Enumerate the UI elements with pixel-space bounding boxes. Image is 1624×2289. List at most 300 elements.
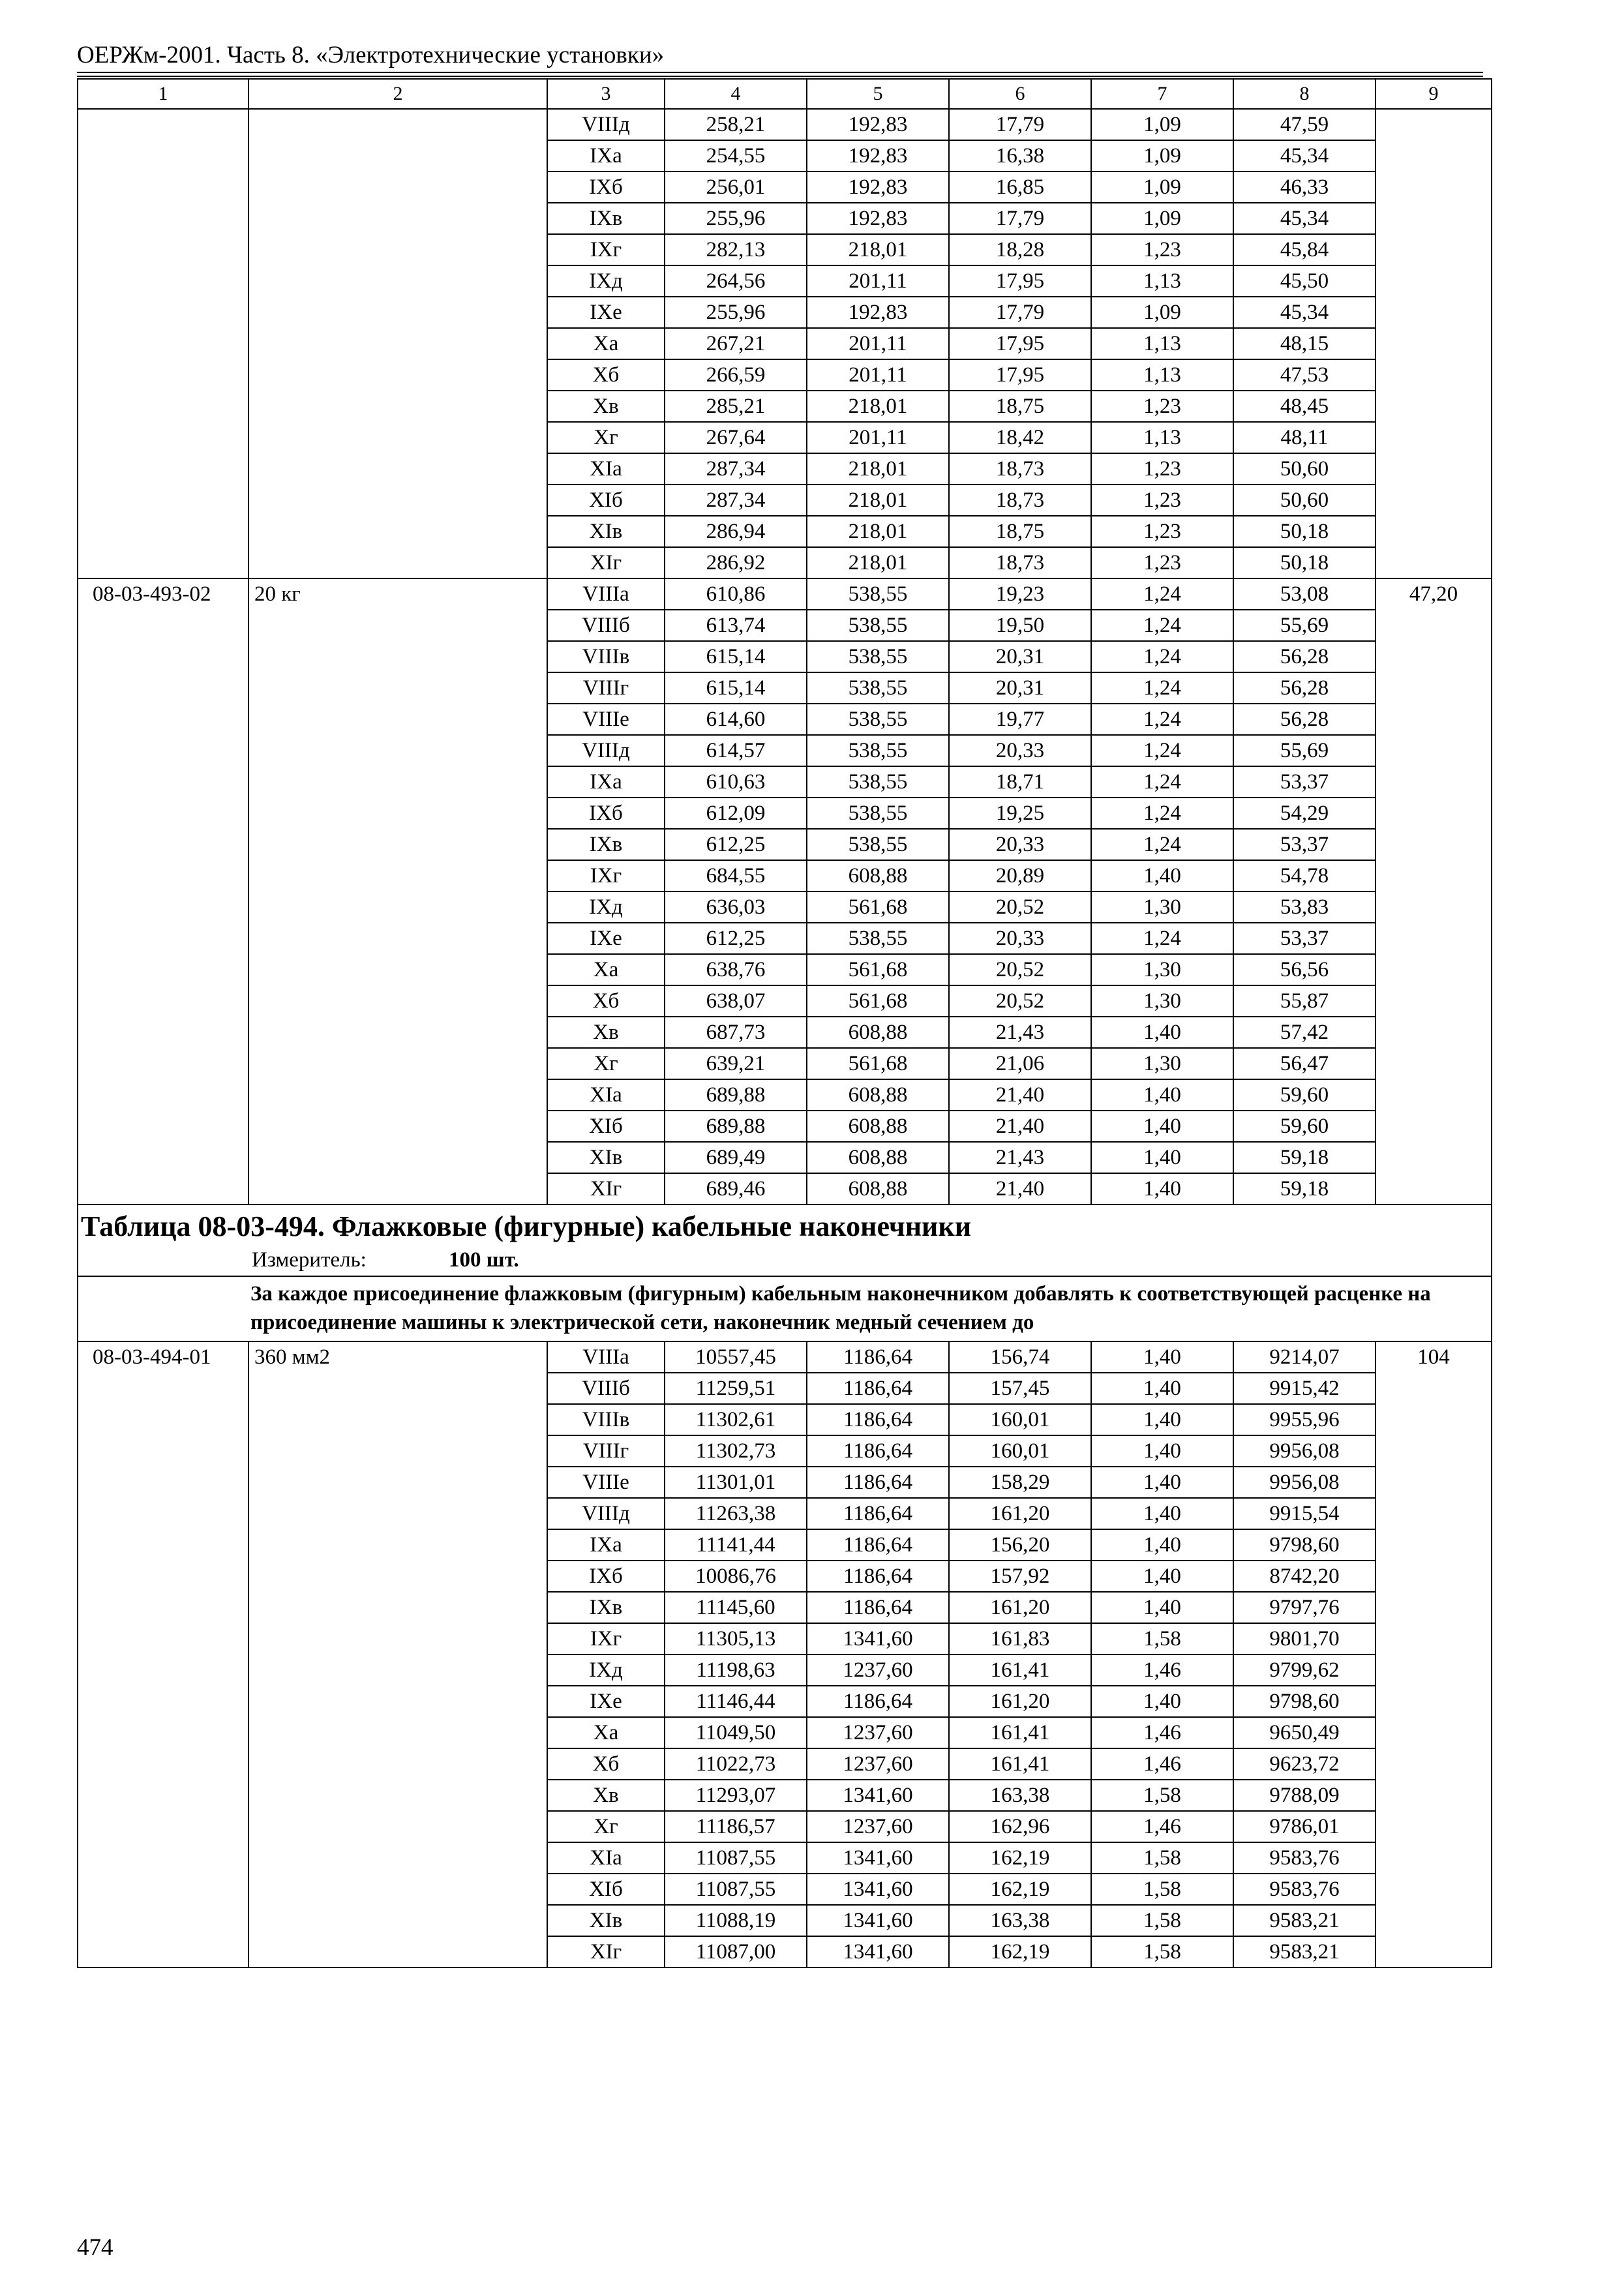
value-cell: 161,83: [949, 1623, 1091, 1654]
category-cell: XIг: [547, 1173, 665, 1204]
value-cell: 201,11: [807, 265, 949, 297]
value-cell: 689,49: [665, 1142, 807, 1173]
value-cell: 285,21: [665, 391, 807, 422]
col9-cell: [1376, 109, 1492, 578]
value-cell: 11022,73: [665, 1748, 807, 1780]
value-cell: 608,88: [807, 1142, 949, 1173]
value-cell: 1,40: [1091, 1435, 1233, 1467]
value-cell: 55,69: [1233, 735, 1376, 766]
value-cell: 11302,61: [665, 1404, 807, 1435]
value-cell: 610,86: [665, 578, 807, 610]
table-title-cell: [78, 1204, 1492, 1276]
note-text: За каждое присоединение флажковым (фигурным) кабельным наконечником добавлять к соответствующей расценке на присоединение машины к электрической сети, наконечник медный сечением до: [250, 1282, 1431, 1334]
value-cell: 59,60: [1233, 1111, 1376, 1142]
value-cell: 201,11: [807, 328, 949, 359]
value-cell: 162,19: [949, 1842, 1091, 1874]
note-cell: [78, 1276, 1492, 1341]
value-cell: 1237,60: [807, 1811, 949, 1842]
value-cell: 53,08: [1233, 578, 1376, 610]
category-cell: VIIIг: [547, 672, 665, 704]
value-cell: 11088,19: [665, 1905, 807, 1936]
value-cell: 47,59: [1233, 109, 1376, 140]
value-cell: 1,40: [1091, 1592, 1233, 1623]
value-cell: 1,40: [1091, 1467, 1233, 1498]
value-cell: 1186,64: [807, 1435, 949, 1467]
value-cell: 11263,38: [665, 1498, 807, 1529]
rate-row: [78, 1341, 1492, 1373]
value-cell: 1,46: [1091, 1748, 1233, 1780]
value-cell: 11198,63: [665, 1654, 807, 1686]
value-cell: 1186,64: [807, 1592, 949, 1623]
value-cell: 47,53: [1233, 359, 1376, 391]
value-cell: 1186,64: [807, 1373, 949, 1404]
value-cell: 9799,62: [1233, 1654, 1376, 1686]
value-cell: 1,46: [1091, 1811, 1233, 1842]
value-cell: 689,46: [665, 1173, 807, 1204]
value-cell: 218,01: [807, 453, 949, 485]
value-cell: 162,96: [949, 1811, 1091, 1842]
value-cell: 1,40: [1091, 1341, 1233, 1373]
meter-value: 100 шт.: [449, 1248, 519, 1272]
category-cell: XIв: [547, 1142, 665, 1173]
value-cell: 256,01: [665, 172, 807, 203]
value-cell: 160,01: [949, 1404, 1091, 1435]
category-cell: VIIIа: [547, 1341, 665, 1373]
value-cell: 48,15: [1233, 328, 1376, 359]
value-cell: 1,58: [1091, 1780, 1233, 1811]
value-cell: 608,88: [807, 860, 949, 891]
value-cell: 561,68: [807, 1048, 949, 1079]
value-cell: 9583,76: [1233, 1874, 1376, 1905]
category-cell: IXг: [547, 234, 665, 265]
value-cell: 613,74: [665, 610, 807, 641]
value-cell: 9956,08: [1233, 1435, 1376, 1467]
value-cell: 1,40: [1091, 860, 1233, 891]
value-cell: 538,55: [807, 829, 949, 860]
value-cell: 608,88: [807, 1017, 949, 1048]
rate-row: [78, 109, 1492, 140]
value-cell: 45,84: [1233, 234, 1376, 265]
value-cell: 45,34: [1233, 297, 1376, 328]
value-cell: 1,46: [1091, 1717, 1233, 1748]
value-cell: 20,33: [949, 735, 1091, 766]
value-cell: 689,88: [665, 1079, 807, 1111]
value-cell: 11293,07: [665, 1780, 807, 1811]
value-cell: 50,18: [1233, 516, 1376, 547]
category-cell: IXд: [547, 265, 665, 297]
value-cell: 157,45: [949, 1373, 1091, 1404]
value-cell: 538,55: [807, 578, 949, 610]
value-cell: 1,40: [1091, 1529, 1233, 1561]
value-cell: 9955,96: [1233, 1404, 1376, 1435]
category-cell: Xа: [547, 1717, 665, 1748]
value-cell: 282,13: [665, 234, 807, 265]
value-cell: 45,34: [1233, 140, 1376, 172]
header-rule-double: [77, 76, 1483, 77]
value-cell: 59,18: [1233, 1173, 1376, 1204]
value-cell: 9915,42: [1233, 1373, 1376, 1404]
value-cell: 9798,60: [1233, 1529, 1376, 1561]
value-cell: 1,24: [1091, 672, 1233, 704]
value-cell: 56,47: [1233, 1048, 1376, 1079]
value-cell: 1,24: [1091, 829, 1233, 860]
value-cell: 20,31: [949, 672, 1091, 704]
value-cell: 1,13: [1091, 422, 1233, 453]
value-cell: 1341,60: [807, 1623, 949, 1654]
category-cell: IXг: [547, 1623, 665, 1654]
value-cell: 56,28: [1233, 704, 1376, 735]
value-cell: 17,79: [949, 297, 1091, 328]
value-cell: 538,55: [807, 766, 949, 798]
category-cell: XIа: [547, 1079, 665, 1111]
value-cell: 11087,55: [665, 1842, 807, 1874]
value-cell: 11087,00: [665, 1936, 807, 1967]
value-cell: 1,40: [1091, 1561, 1233, 1592]
value-cell: 1,40: [1091, 1686, 1233, 1717]
value-cell: 639,21: [665, 1048, 807, 1079]
category-cell: VIIIв: [547, 1404, 665, 1435]
value-cell: 16,38: [949, 140, 1091, 172]
category-cell: IXе: [547, 297, 665, 328]
value-cell: 538,55: [807, 923, 949, 954]
value-cell: 11305,13: [665, 1623, 807, 1654]
value-cell: 163,38: [949, 1905, 1091, 1936]
value-cell: 1,58: [1091, 1936, 1233, 1967]
value-cell: 56,56: [1233, 954, 1376, 985]
category-cell: VIIIд: [547, 1498, 665, 1529]
value-cell: 20,33: [949, 923, 1091, 954]
category-cell: Xб: [547, 359, 665, 391]
value-cell: 638,76: [665, 954, 807, 985]
category-cell: XIа: [547, 453, 665, 485]
value-cell: 21,40: [949, 1079, 1091, 1111]
page-number: 474: [77, 2234, 113, 2261]
value-cell: 1,40: [1091, 1017, 1233, 1048]
value-cell: 561,68: [807, 985, 949, 1017]
category-cell: IXг: [547, 860, 665, 891]
note-row: [78, 1276, 1492, 1341]
value-cell: 20,52: [949, 891, 1091, 923]
value-cell: 54,29: [1233, 798, 1376, 829]
value-cell: 561,68: [807, 891, 949, 923]
value-cell: 1186,64: [807, 1498, 949, 1529]
value-cell: 21,40: [949, 1111, 1091, 1142]
category-cell: IXа: [547, 140, 665, 172]
category-cell: XIа: [547, 1842, 665, 1874]
value-cell: 18,42: [949, 422, 1091, 453]
category-cell: Xа: [547, 954, 665, 985]
category-cell: IXд: [547, 1654, 665, 1686]
value-cell: 9798,60: [1233, 1686, 1376, 1717]
value-cell: 18,73: [949, 547, 1091, 578]
column-number: 3: [547, 79, 665, 109]
value-cell: 9583,21: [1233, 1905, 1376, 1936]
value-cell: 18,28: [949, 234, 1091, 265]
value-cell: 1341,60: [807, 1905, 949, 1936]
table-title-row: [78, 1204, 1492, 1276]
category-cell: VIIIб: [547, 1373, 665, 1404]
value-cell: 218,01: [807, 516, 949, 547]
value-cell: 192,83: [807, 172, 949, 203]
value-cell: 18,73: [949, 485, 1091, 516]
column-number: 5: [807, 79, 949, 109]
category-cell: IXб: [547, 172, 665, 203]
value-cell: 689,88: [665, 1111, 807, 1142]
value-cell: 11186,57: [665, 1811, 807, 1842]
value-cell: 614,57: [665, 735, 807, 766]
value-cell: 612,25: [665, 923, 807, 954]
column-number: 8: [1233, 79, 1376, 109]
value-cell: 1186,64: [807, 1404, 949, 1435]
category-cell: Xг: [547, 1811, 665, 1842]
category-cell: Xб: [547, 985, 665, 1017]
category-cell: VIIIв: [547, 641, 665, 672]
value-cell: 1,24: [1091, 923, 1233, 954]
value-cell: 11049,50: [665, 1717, 807, 1748]
value-cell: 636,03: [665, 891, 807, 923]
value-cell: 161,20: [949, 1686, 1091, 1717]
value-cell: 9650,49: [1233, 1717, 1376, 1748]
value-cell: 610,63: [665, 766, 807, 798]
value-cell: 45,50: [1233, 265, 1376, 297]
value-cell: 161,41: [949, 1748, 1091, 1780]
category-cell: Xв: [547, 391, 665, 422]
col9-cell: 104: [1376, 1341, 1492, 1967]
value-cell: 9583,76: [1233, 1842, 1376, 1874]
value-cell: 1,40: [1091, 1142, 1233, 1173]
value-cell: 18,75: [949, 391, 1091, 422]
value-cell: 1186,64: [807, 1561, 949, 1592]
category-cell: VIIIа: [547, 578, 665, 610]
value-cell: 1,24: [1091, 578, 1233, 610]
value-cell: 1,40: [1091, 1111, 1233, 1142]
value-cell: 161,41: [949, 1654, 1091, 1686]
value-cell: 1237,60: [807, 1654, 949, 1686]
value-cell: 17,95: [949, 328, 1091, 359]
category-cell: VIIIд: [547, 735, 665, 766]
value-cell: 162,19: [949, 1874, 1091, 1905]
category-cell: VIIIе: [547, 704, 665, 735]
value-cell: 1,40: [1091, 1498, 1233, 1529]
value-cell: 17,95: [949, 359, 1091, 391]
value-cell: 48,11: [1233, 422, 1376, 453]
value-cell: 614,60: [665, 704, 807, 735]
category-cell: VIIIг: [547, 1435, 665, 1467]
value-cell: 11301,01: [665, 1467, 807, 1498]
header-rule: [77, 72, 1483, 73]
category-cell: XIг: [547, 547, 665, 578]
category-cell: IXд: [547, 891, 665, 923]
value-cell: 9583,21: [1233, 1936, 1376, 1967]
table-title: Таблица 08-03-494. Флажковые (фигурные) кабельные наконечники: [81, 1210, 972, 1242]
value-cell: 17,79: [949, 203, 1091, 234]
value-cell: 11259,51: [665, 1373, 807, 1404]
value-cell: 160,01: [949, 1435, 1091, 1467]
value-cell: 161,41: [949, 1717, 1091, 1748]
rate-code: 08-03-494-01: [78, 1341, 248, 1967]
value-cell: 45,34: [1233, 203, 1376, 234]
value-cell: 1,23: [1091, 391, 1233, 422]
category-cell: XIг: [547, 1936, 665, 1967]
category-cell: Xб: [547, 1748, 665, 1780]
col9-cell: 47,20: [1376, 578, 1492, 1204]
value-cell: 1,24: [1091, 798, 1233, 829]
column-number: 1: [78, 79, 248, 109]
value-cell: 1341,60: [807, 1874, 949, 1905]
column-number: 4: [665, 79, 807, 109]
value-cell: 1,58: [1091, 1874, 1233, 1905]
value-cell: 1,30: [1091, 954, 1233, 985]
value-cell: 561,68: [807, 954, 949, 985]
category-cell: VIIIе: [547, 1467, 665, 1498]
value-cell: 9801,70: [1233, 1623, 1376, 1654]
value-cell: 1,09: [1091, 297, 1233, 328]
value-cell: 1,40: [1091, 1373, 1233, 1404]
value-cell: 1237,60: [807, 1717, 949, 1748]
value-cell: 538,55: [807, 672, 949, 704]
value-cell: 11145,60: [665, 1592, 807, 1623]
value-cell: 11146,44: [665, 1686, 807, 1717]
value-cell: 17,79: [949, 109, 1091, 140]
value-cell: 1,24: [1091, 641, 1233, 672]
value-cell: 538,55: [807, 641, 949, 672]
value-cell: 161,20: [949, 1592, 1091, 1623]
value-cell: 201,11: [807, 359, 949, 391]
value-cell: 192,83: [807, 297, 949, 328]
value-cell: 156,20: [949, 1529, 1091, 1561]
value-cell: 287,34: [665, 485, 807, 516]
value-cell: 1,13: [1091, 359, 1233, 391]
value-cell: 16,85: [949, 172, 1091, 203]
meter-label: Измеритель:: [252, 1248, 367, 1272]
value-cell: 9623,72: [1233, 1748, 1376, 1780]
value-cell: 1,40: [1091, 1173, 1233, 1204]
column-numbers-row: [78, 79, 1492, 109]
value-cell: 638,07: [665, 985, 807, 1017]
value-cell: 57,42: [1233, 1017, 1376, 1048]
value-cell: 59,18: [1233, 1142, 1376, 1173]
value-cell: 287,34: [665, 453, 807, 485]
value-cell: 1,24: [1091, 735, 1233, 766]
value-cell: 1,23: [1091, 547, 1233, 578]
category-cell: IXб: [547, 1561, 665, 1592]
category-cell: IXа: [547, 766, 665, 798]
value-cell: 192,83: [807, 203, 949, 234]
value-cell: 1,23: [1091, 234, 1233, 265]
value-cell: 1,58: [1091, 1842, 1233, 1874]
value-cell: 59,60: [1233, 1079, 1376, 1111]
value-cell: 608,88: [807, 1173, 949, 1204]
value-cell: 9956,08: [1233, 1467, 1376, 1498]
value-cell: 9797,76: [1233, 1592, 1376, 1623]
rate-code: 08-03-493-02: [78, 578, 248, 1204]
value-cell: 10557,45: [665, 1341, 807, 1373]
value-cell: 1,23: [1091, 485, 1233, 516]
value-cell: 50,18: [1233, 547, 1376, 578]
value-cell: 286,94: [665, 516, 807, 547]
value-cell: 218,01: [807, 547, 949, 578]
value-cell: 254,55: [665, 140, 807, 172]
value-cell: 53,37: [1233, 923, 1376, 954]
value-cell: 53,37: [1233, 766, 1376, 798]
value-cell: 11141,44: [665, 1529, 807, 1561]
value-cell: 267,64: [665, 422, 807, 453]
value-cell: 9915,54: [1233, 1498, 1376, 1529]
value-cell: 162,19: [949, 1936, 1091, 1967]
column-number: 6: [949, 79, 1091, 109]
value-cell: 20,52: [949, 954, 1091, 985]
value-cell: 20,31: [949, 641, 1091, 672]
value-cell: 538,55: [807, 704, 949, 735]
category-cell: Xг: [547, 1048, 665, 1079]
rate-row: [78, 578, 1492, 610]
value-cell: 56,28: [1233, 672, 1376, 704]
value-cell: 286,92: [665, 547, 807, 578]
value-cell: 55,87: [1233, 985, 1376, 1017]
category-cell: IXв: [547, 829, 665, 860]
value-cell: 1186,64: [807, 1467, 949, 1498]
value-cell: 1,40: [1091, 1404, 1233, 1435]
value-cell: 9214,07: [1233, 1341, 1376, 1373]
value-cell: 1186,64: [807, 1686, 949, 1717]
value-cell: 11302,73: [665, 1435, 807, 1467]
value-cell: 192,83: [807, 109, 949, 140]
column-number: 7: [1091, 79, 1233, 109]
value-cell: 1,13: [1091, 328, 1233, 359]
value-cell: 50,60: [1233, 485, 1376, 516]
value-cell: 56,28: [1233, 641, 1376, 672]
value-cell: 48,45: [1233, 391, 1376, 422]
value-cell: 1,09: [1091, 172, 1233, 203]
category-cell: IXв: [547, 203, 665, 234]
value-cell: 54,78: [1233, 860, 1376, 891]
value-cell: 258,21: [665, 109, 807, 140]
category-cell: XIб: [547, 485, 665, 516]
value-cell: 21,40: [949, 1173, 1091, 1204]
column-number: 2: [248, 79, 547, 109]
value-cell: 264,56: [665, 265, 807, 297]
value-cell: 1,09: [1091, 109, 1233, 140]
value-cell: 18,75: [949, 516, 1091, 547]
value-cell: 538,55: [807, 610, 949, 641]
value-cell: 19,25: [949, 798, 1091, 829]
value-cell: 53,83: [1233, 891, 1376, 923]
value-cell: 21,43: [949, 1142, 1091, 1173]
category-cell: VIIIб: [547, 610, 665, 641]
value-cell: 218,01: [807, 234, 949, 265]
value-cell: 255,96: [665, 297, 807, 328]
value-cell: 20,89: [949, 860, 1091, 891]
value-cell: 615,14: [665, 641, 807, 672]
meter-row: [78, 1246, 1491, 1274]
value-cell: 18,73: [949, 453, 1091, 485]
value-cell: 1341,60: [807, 1842, 949, 1874]
rate-name: [248, 109, 547, 578]
value-cell: 9788,09: [1233, 1780, 1376, 1811]
value-cell: 20,52: [949, 985, 1091, 1017]
value-cell: 1,09: [1091, 203, 1233, 234]
value-cell: 1,23: [1091, 516, 1233, 547]
category-cell: XIб: [547, 1874, 665, 1905]
value-cell: 158,29: [949, 1467, 1091, 1498]
category-cell: Xв: [547, 1780, 665, 1811]
value-cell: 1186,64: [807, 1529, 949, 1561]
value-cell: 1,09: [1091, 140, 1233, 172]
value-cell: 9786,01: [1233, 1811, 1376, 1842]
category-cell: IXв: [547, 1592, 665, 1623]
value-cell: 615,14: [665, 672, 807, 704]
price-table-body: [78, 79, 1492, 1967]
